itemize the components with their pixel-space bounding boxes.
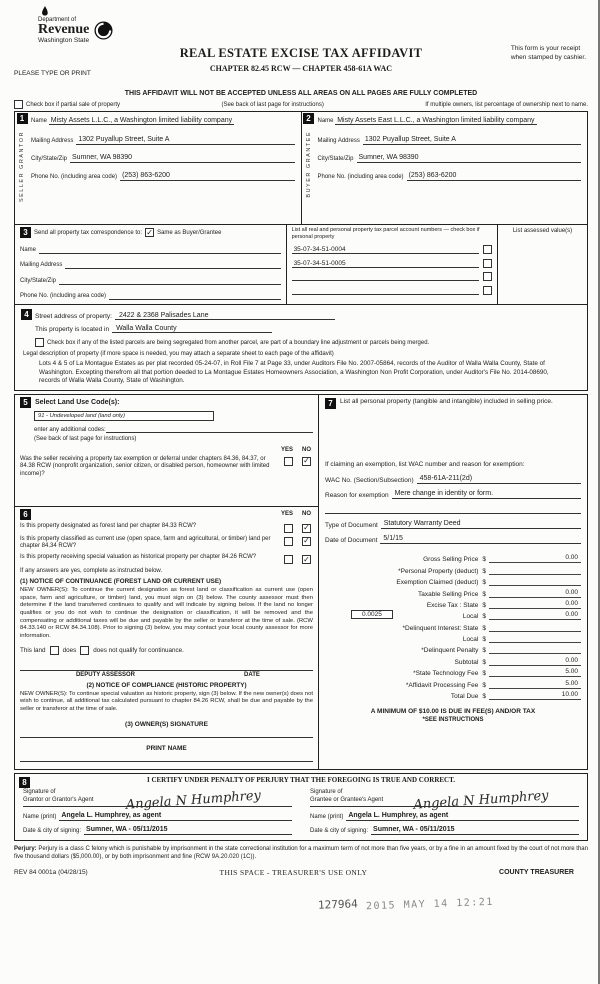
county-value[interactable]: Walla Walla County [112, 325, 272, 333]
seller-city-value[interactable]: Sumner, WA 98390 [70, 154, 294, 163]
property-location-section [14, 305, 588, 391]
does-not-checkbox[interactable] [80, 646, 89, 655]
deferral-no-checkbox[interactable]: ✓ [303, 456, 310, 465]
grantor-signature-block [23, 787, 292, 835]
current-use-no-checkbox[interactable]: ✓ [303, 536, 310, 545]
dept-line2: Revenue [38, 22, 90, 37]
parcel-numbers-header: List all real and personal property tax parcel account numbers — check box if personal property [291, 227, 480, 240]
parcel-row [292, 245, 492, 254]
assessed-values-column [497, 225, 587, 304]
state-technology-fee-row: *State Technology Fee $ 5.00 [325, 666, 581, 677]
land-use-section [14, 394, 319, 507]
corr-address-label: Mailing Address [20, 262, 63, 268]
form-revision-code: REV 84 0001a (04/28/15) [14, 868, 88, 876]
delinquent-interest-local-row: Local $ [325, 632, 581, 643]
excise-local-value[interactable]: 0.00 [489, 611, 581, 620]
stamp-receipt-number: 127964 [317, 897, 358, 912]
receipt-note-line2: when stamped by cashier. [510, 54, 586, 62]
tax-computation-section [319, 394, 588, 770]
middle-columns [14, 394, 588, 770]
gross-selling-price-value[interactable]: 0.00 [489, 554, 581, 563]
current-use-question-row [20, 536, 313, 552]
deferral-question-text: Was the seller receiving a property tax exemption or deferral under chapters 84.36, 84.37, or 84.38 RCW (nonprofit organization, senior citizen, or disabled person, homeowner with limited income)? [20, 455, 270, 478]
parcel-row [292, 259, 492, 268]
corr-city-label: City/State/Zip [20, 277, 57, 284]
excise-state-value[interactable]: 0.00 [489, 600, 581, 609]
buyer-section [301, 112, 588, 224]
gross-selling-price-row: Gross Selling Price $ 0.00 [325, 552, 581, 563]
same-as-buyer-checkbox[interactable]: ✓ [146, 227, 153, 237]
total-due-value[interactable]: 10.00 [489, 691, 581, 700]
forest-land-question: Is this property designated as forest land per chapter 84.33 RCW? [20, 522, 197, 529]
corr-phone-label: Phone No. (including area code) [20, 293, 107, 299]
personal-property-blank-area[interactable] [325, 409, 581, 461]
buyer-city-label: City/State/Zip [317, 155, 354, 162]
parcel-number-2[interactable]: 35-07-34-51-0005 [292, 260, 479, 268]
delinquent-penalty-row: *Delinquent Penalty $ [325, 643, 581, 654]
wac-label: WAC No. (Section/Subsection) [325, 476, 414, 484]
corr-city-value[interactable] [59, 276, 281, 285]
corr-address-value[interactable] [65, 260, 280, 269]
local-rate-box[interactable]: 0.0025 [351, 610, 393, 619]
subtotal-row: Subtotal $ 0.00 [325, 654, 581, 665]
reason-value[interactable]: Mere change in identity or form. [392, 490, 581, 499]
personal-property-deduct-value[interactable] [489, 566, 581, 575]
affidavit-processing-fee-value[interactable]: 5.00 [489, 680, 581, 689]
delinquent-interest-local-value[interactable] [489, 634, 581, 643]
land-use-code-box[interactable]: 91 - Undeveloped land (land only) [34, 411, 214, 421]
buyer-address-value[interactable]: 1302 Puyallup Street, Suite A [363, 136, 581, 145]
see-back-note: (See back of last page for instructions) [221, 101, 324, 108]
historic-yes-checkbox[interactable] [284, 555, 293, 564]
corr-name-label: Name [20, 246, 37, 253]
money-table [325, 552, 581, 700]
seller-section [15, 112, 301, 224]
if-yes-note: If any answers are yes, complete as instructed below. [20, 568, 163, 575]
grantee-name-print-value[interactable]: Angela L. Humphrey, as agent [346, 812, 579, 821]
grantee-signature[interactable]: Angela N Humphrey [413, 787, 550, 813]
owners-signature-label: (3) OWNER(S) SIGNATURE [125, 720, 208, 728]
buyer-city-value[interactable]: Sumner, WA 98390 [357, 154, 581, 163]
swirl-logo-icon [94, 21, 113, 40]
grantor-date-city-value[interactable]: Sumner, WA - 05/11/2015 [84, 826, 292, 835]
continuance-title: (1) NOTICE OF CONTINUANCE (FOREST LAND OR CURRENT USE) [20, 578, 222, 586]
footer-row [14, 868, 588, 877]
see-instructions-note: *SEE INSTRUCTIONS [422, 717, 484, 724]
grantee-signature-block [310, 787, 579, 835]
grantor-date-city-label: Date & city of signing: [23, 827, 82, 834]
seller-grantor-side-label: SELLER GRANTOR [19, 131, 25, 203]
form-subtitle: CHAPTER 82.45 RCW — CHAPTER 458-61A WAC [209, 64, 393, 73]
reason-extra-line[interactable] [325, 505, 581, 514]
excise-local-row: 0.0025 Local $ 0.00 [325, 609, 581, 620]
doc-date-value[interactable]: 5/1/15 [380, 535, 581, 544]
grantee-sig-label-line1: Signature of [310, 789, 343, 796]
buyer-grantee-side-label: BUYER GRANTEE [305, 131, 312, 198]
taxable-selling-price-value[interactable]: 0.00 [489, 589, 581, 598]
grantee-date-city-value[interactable]: Sumner, WA - 05/11/2015 [371, 826, 579, 835]
revenue-logo [38, 6, 113, 44]
treasurer-stamp [318, 898, 494, 911]
personal-property-label: List all personal property (tangible and intangible) included in selling price. [340, 397, 553, 405]
compliance-title: (2) NOTICE OF COMPLIANCE (HISTORIC PROPERTY) [86, 681, 247, 689]
additional-codes-value[interactable] [106, 425, 313, 433]
seller-name-value[interactable]: Misty Assets L.L.C., a Washington limited liability company [50, 117, 233, 124]
parcel-row [292, 272, 492, 281]
total-due-row: Total Due $ 10.00 [325, 689, 581, 700]
section-8-badge: 8 [19, 777, 30, 788]
parties-row [14, 111, 588, 225]
parcel-4-personal-checkbox[interactable] [483, 286, 492, 295]
certification-section [14, 773, 588, 841]
buyer-phone-label: Phone No. (including area code) [317, 173, 404, 180]
state-technology-fee-value[interactable]: 5.00 [489, 668, 581, 677]
print-name-line[interactable] [20, 752, 313, 762]
minimum-fee-note: A MINIMUM OF $10.00 IS DUE IN FEE(S) AND/OR TAX [370, 708, 536, 716]
section-1-badge: 1 [17, 113, 28, 124]
land-classification-section [14, 507, 319, 770]
yes-header: YES [280, 446, 293, 453]
deferral-question-row [20, 456, 313, 479]
section-2-badge: 2 [303, 113, 314, 124]
doc-type-label: Type of Document [325, 521, 378, 529]
partial-sale-row [14, 100, 588, 109]
dept-line1: Department of [38, 17, 77, 23]
seller-address-label: Mailing Address [31, 137, 74, 144]
personal-property-deduct-row: *Personal Property (deduct) $ [325, 563, 581, 574]
buyer-name-label: Name [317, 118, 334, 124]
torch-icon [41, 6, 49, 17]
form-title-block [74, 46, 528, 73]
perjury-text: Perjury is a class C felony which is punishable by imprisonment in the state correctional institution for a maximum term of not more than five years, or by a fine in an amount fixed by the court of not more than five thousand dollars ($5,000.00), or by both imprisonment and fine (RCW 9A.20.020 (1C)). [14, 845, 588, 860]
section-3-badge: 3 [20, 227, 31, 238]
delinquent-interest-state-value[interactable] [489, 623, 581, 632]
no-header: NO [302, 446, 311, 453]
send-correspondence-label: Send all property tax correspondence to: [34, 229, 143, 236]
subtotal-value[interactable]: 0.00 [489, 657, 581, 666]
dept-text [38, 17, 89, 44]
located-in-label: This property is located in [35, 326, 110, 333]
seller-address-value[interactable]: 1302 Puyallup Street, Suite A [76, 136, 294, 145]
this-land-label: This land [20, 646, 46, 654]
deputy-assessor-signature-line[interactable] [20, 661, 313, 671]
parcel-3-personal-checkbox[interactable] [483, 272, 492, 281]
multiple-owners-note: If multiple owners, list percentage of ownership next to name. [425, 101, 588, 108]
exemption-intro: If claiming an exemption, list WAC number and reason for exemption: [325, 460, 525, 468]
section-6-badge: 6 [20, 509, 31, 520]
current-use-question: Is this property classified as current use (open space, farm and agricultural, or timber) land per chapter 84.34 RCW? [20, 535, 271, 550]
historic-question-row [20, 554, 313, 564]
land-use-title: Select Land Use Code(s): [35, 398, 120, 406]
header [14, 6, 588, 90]
correspondence-section [14, 225, 588, 305]
does-checkbox[interactable] [50, 646, 59, 655]
legal-description-label: Legal description of property (if more space is needed, you may attach a separate sheet to each page of the affidavit) [23, 351, 334, 357]
buyer-name-value[interactable]: Misty Assets East L.L.C., a Washington limited liability company [337, 117, 535, 124]
dept-line3: Washington State [38, 37, 90, 44]
forest-land-question-row [20, 523, 313, 533]
street-address-value[interactable]: 2422 & 2368 Palisades Lane [115, 312, 335, 320]
affidavit-processing-fee-row: *Affidavit Processing Fee $ 5.00 [325, 677, 581, 688]
legal-description-text[interactable]: Lots 4 & 5 of La Montague Estates as per plat recorded 05-24-07, in Roll File 7 at Page 33, under Auditors File No. 2007-05864, records of the Auditor of Walla Walla County, State of Washington. Excepting therefrom all that portion deeded to La Montague Estates Homeowners Association, a Washington Non Profit Corporation, under Auditor's File No. 2014-08690, records of Walla Walla County, State of Washington. [39, 360, 549, 384]
does-not-label: does not qualify for continuance. [93, 646, 184, 654]
additional-codes-label: enter any additional codes: [34, 426, 106, 433]
forest-no-checkbox[interactable]: ✓ [303, 523, 310, 532]
reason-label: Reason for exemption [325, 491, 389, 499]
county-treasurer-label: COUNTY TREASURER [499, 868, 574, 876]
continuance-qualify-row [20, 646, 313, 655]
compliance-text: NEW OWNER(S): To continue special valuation as historic property, sign (3) below. If the new owner(s) does not wish to continue, all additional tax calculated pursuant to chapter 84.26 RCW, shall be due and payable by the seller or transferor at the time of sale. [20, 690, 313, 713]
grantor-name-print-label: Name (print) [23, 813, 57, 820]
current-use-yes-checkbox[interactable] [284, 537, 293, 546]
seller-city-label: City/State/Zip [31, 155, 68, 162]
doc-type-value[interactable]: Statutory Warranty Deed [381, 520, 581, 529]
corr-name-value[interactable] [39, 245, 281, 254]
deferral-yes-checkbox[interactable] [284, 457, 293, 466]
owners-signature-line[interactable] [20, 728, 313, 738]
grantee-name-print-label: Name (print) [310, 813, 344, 820]
delinquent-interest-state-row: *Delinquent Interest: State $ [325, 620, 581, 631]
seller-phone-value[interactable]: (253) 863-6200 [120, 172, 294, 181]
wac-value[interactable]: 458-61A-211(2d) [417, 475, 581, 484]
section-5-badge: 5 [20, 397, 31, 408]
seller-name-label: Name [31, 118, 48, 124]
delinquent-penalty-value[interactable] [489, 645, 581, 654]
does-label: does [62, 646, 77, 654]
buyer-phone-value[interactable]: (253) 863-6200 [407, 172, 581, 181]
grantee-sig-label-line2: Grantee or Grantee's Agent [310, 797, 384, 804]
treasurer-space-label: THIS SPACE - TREASURER'S USE ONLY [219, 867, 368, 877]
grantee-date-city-label: Date & city of signing: [310, 827, 369, 834]
partial-sale-label: Check box if partial sale of property [26, 101, 121, 108]
exemption-claimed-row: Exemption Claimed (deduct) $ [325, 575, 581, 586]
continuance-text: NEW OWNER(S): To continue the current designation as forest land or classification as current use (open space, farm and agriculture, or timber) land, you must sign on (3) below. The county assessor must then determine if the land transferred continues to qualify and will indicate by signing below. If the land no longer qualifies or you do not wish to continue the designation or classification, it will be removed and the compensating or additional taxes will be due and payable by the seller or transferor at the time of sale. (RCW 84.33.140 or RCW 84.34.108). Prior to signing (3) below, you may contact your local county assessor for more information. [20, 587, 313, 640]
parcel-2-personal-checkbox[interactable] [483, 259, 492, 268]
doc-date-label: Date of Document [325, 536, 378, 544]
date-label: DATE [244, 671, 260, 678]
segregated-label: Check box if any of the listed parcels are being segregated from another parcel, are part of a boundary line adjustment or parcels being merged. [47, 339, 430, 346]
perjury-notice [14, 845, 588, 861]
historic-no-checkbox[interactable]: ✓ [303, 554, 310, 564]
street-address-label: Street address of property: [35, 313, 112, 320]
grantor-signature[interactable]: Angela N Humphrey [124, 787, 261, 813]
form-title: REAL ESTATE EXCISE TAX AFFIDAVIT [179, 46, 423, 60]
receipt-note [511, 44, 586, 63]
please-type-label: PLEASE TYPE OR PRINT [14, 70, 91, 77]
parcel-1-personal-checkbox[interactable] [483, 245, 492, 254]
segregated-checkbox[interactable] [35, 338, 44, 347]
section-7-badge: 7 [325, 398, 336, 409]
same-as-buyer-label: Same as Buyer/Grantee [157, 229, 222, 236]
deputy-assessor-label: DEPUTY ASSESSOR [75, 671, 135, 678]
assessed-values-header: List assessed value(s) [512, 228, 573, 234]
print-name-label: PRINT NAME [146, 744, 187, 752]
exemption-claimed-value[interactable] [489, 577, 581, 586]
parcel-row [292, 286, 492, 295]
no-header-6: NO [302, 511, 311, 517]
see-back-note-5: (See back of last page for instructions) [34, 435, 137, 442]
excise-state-row: Excise Tax : State $ 0.00 [325, 598, 581, 609]
section-4-badge: 4 [21, 309, 32, 320]
certify-statement: I CERTIFY UNDER PENALTY OF PERJURY THAT THE FOREGOING IS TRUE AND CORRECT. [146, 775, 455, 784]
stamp-date: 2015 MAY 14 12:21 [365, 896, 494, 913]
yes-header-6: YES [280, 511, 293, 517]
buyer-address-label: Mailing Address [317, 137, 360, 144]
perjury-lead: Perjury: [14, 845, 37, 852]
historic-question: Is this property receiving special valuation as historical property per chapter 84.26 RCW? [20, 554, 257, 561]
completion-warning: THIS AFFIDAVIT WILL NOT BE ACCEPTED UNLESS ALL AREAS ON ALL PAGES ARE FULLY COMPLETED [124, 90, 478, 97]
taxable-selling-price-row: Taxable Selling Price $ 0.00 [325, 586, 581, 597]
receipt-note-line1: This form is your receipt [510, 45, 581, 52]
corr-phone-value[interactable] [109, 291, 281, 300]
forest-yes-checkbox[interactable] [284, 524, 293, 533]
partial-sale-checkbox[interactable] [14, 100, 23, 109]
grantor-name-print-value[interactable]: Angela L. Humphrey, as agent [59, 812, 292, 821]
parcel-number-1[interactable]: 35-07-34-51-0004 [292, 246, 479, 254]
grantor-sig-label-line2: Grantor or Grantor's Agent [23, 797, 94, 804]
grantor-sig-label-line1: Signature of [23, 789, 56, 796]
seller-phone-label: Phone No. (including area code) [31, 173, 118, 180]
parcel-number-3[interactable] [292, 273, 479, 281]
parcel-number-4[interactable] [292, 287, 479, 295]
